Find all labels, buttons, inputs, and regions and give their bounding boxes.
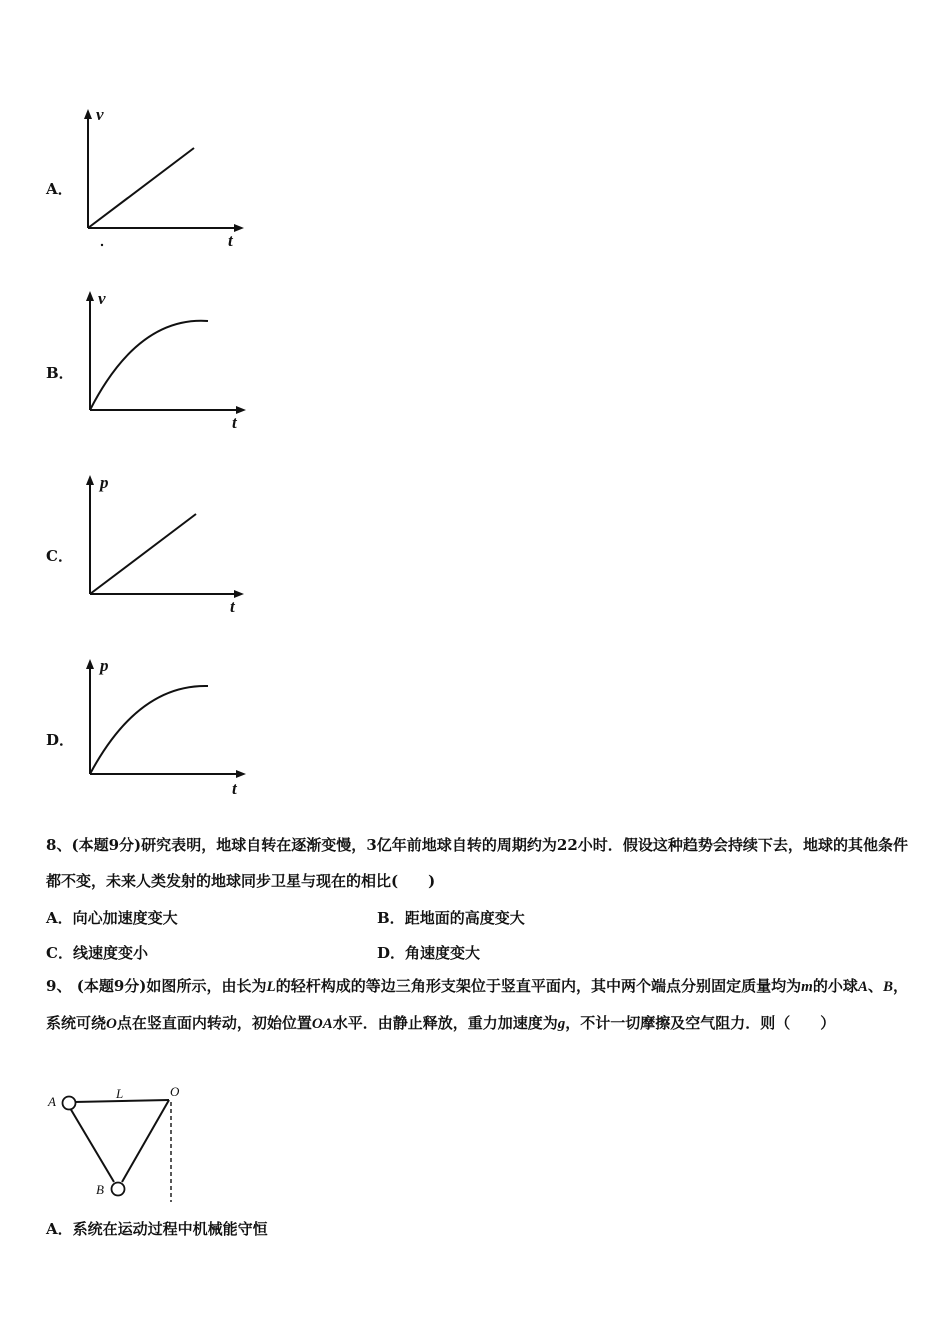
option-c-label: C．: [46, 547, 73, 565]
q8-option-d: D．角速度变大: [377, 944, 481, 962]
question-number: 8、: [46, 836, 72, 854]
y-axis-label: p: [100, 656, 109, 675]
graph-d: [78, 654, 258, 804]
graph-b: [78, 286, 258, 436]
question-8-stem: [46, 827, 908, 899]
q9-option-a: A．系统在运动过程中机械能守恒: [46, 1220, 268, 1238]
label-b: B: [96, 1182, 104, 1197]
question-text: (本题9分)研究表明，地球自转在逐渐变慢，3亿年前地球自转的周期约为22小时．假设这种趋势会持续下去，地球的其他条件都不变，未来人类发射的地球同步卫星与现在的相比( ): [46, 836, 909, 890]
x-axis-label: t: [230, 597, 235, 616]
q8-option-a: A．向心加速度变大: [46, 909, 178, 927]
q8-option-c: C．线速度变小: [46, 944, 148, 962]
option-d-label: D．: [46, 731, 75, 749]
option-a-label: A．: [46, 180, 73, 198]
x-axis-label: t: [232, 413, 237, 432]
question-9-stem: 9、 (本题9分)如图所示，由长为L的轻杆构成的等边三角形支架位于竖直平面内，其中两个端点分别固定质量均为m的小球A、B，系统可绕O点在竖直面内转动，初始位置OA水平．由静止释放，重力加速度为g，不计一切摩擦及空气阻力．则（ ）: [46, 977, 908, 1032]
graph-a: [78, 104, 258, 254]
label-l: L: [116, 1086, 124, 1101]
y-axis-label: v: [96, 105, 104, 124]
curve-concave: [90, 686, 208, 774]
option-b-label: B．: [46, 364, 74, 382]
curve-linear: [90, 514, 196, 594]
label-a: A: [48, 1094, 56, 1109]
ball-a: [63, 1097, 76, 1110]
y-axis-label: v: [98, 289, 106, 308]
x-axis-label: t: [232, 779, 237, 798]
ball-b: [112, 1183, 125, 1196]
triangle-diagram: [44, 1082, 204, 1207]
curve-concave: [90, 321, 208, 410]
x-axis-label: t: [228, 231, 233, 250]
curve-linear: [88, 148, 194, 228]
y-axis-label: p: [100, 473, 109, 492]
question-number: 9、: [46, 977, 72, 995]
q8-option-b: B．距地面的高度变大: [377, 909, 525, 927]
graph-c: [78, 470, 258, 620]
label-o: O: [170, 1084, 180, 1099]
